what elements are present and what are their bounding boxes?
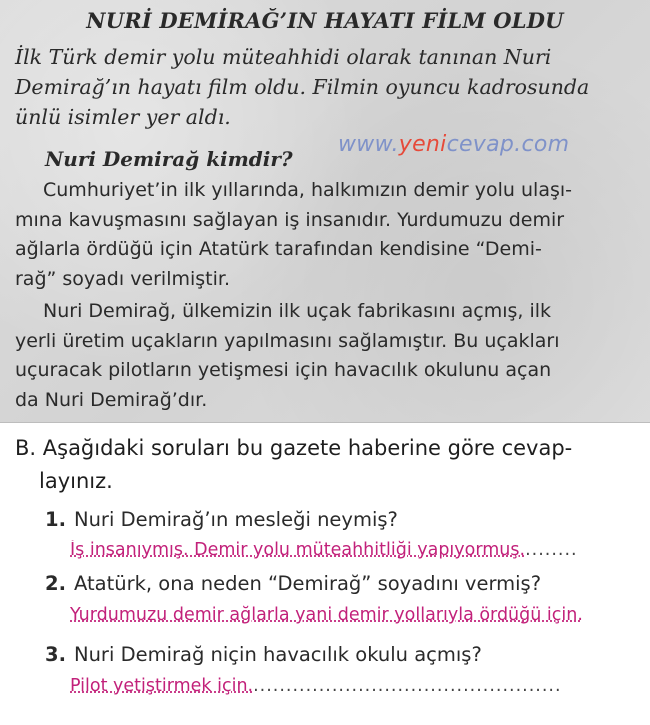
intro-line: İlk Türk demir yolu müteahhidi olarak tanınan Nuri (15, 45, 552, 69)
intro-line: ünlü isimler yer aldı. (15, 105, 231, 129)
answer-text: İş insanıymış. Demir yolu müteahhitliği yapıyormuş. (70, 540, 526, 560)
question-number: 3. (45, 643, 66, 666)
section-heading-line: B. Aşağıdaki soruları bu gazete haberine göre cevap- (15, 436, 573, 460)
answer-2 (70, 605, 630, 625)
article-paragraph-2 (15, 297, 640, 415)
question-1 (45, 508, 398, 531)
section-heading-line: layınız. (39, 469, 113, 493)
answer-3 (70, 676, 630, 696)
paragraph-line: Nuri Demirağ, ülkemizin ilk uçak fabrikasını açmış, ilk (43, 300, 552, 322)
answer-1 (70, 540, 630, 560)
paragraph-line: da Nuri Demirağ’dır. (15, 388, 208, 411)
question-number: 1. (45, 508, 66, 531)
question-2 (45, 572, 541, 595)
article-title: NURİ DEMİRAĞ’IN HAYATI FİLM OLDU (86, 8, 564, 33)
paragraph-line: ağlarla ördüğü için Atatürk tarafından kendisine “Demi- (15, 238, 542, 260)
answer-text: Yurdumuzu demir ağlarla yani demir yollarıyla ördüğü için. (70, 605, 583, 625)
paragraph-line: uçuracak pilotların yetişmesi için havacılık okulunu açan (15, 359, 552, 381)
question-3 (45, 643, 482, 666)
section-heading (15, 432, 572, 498)
watermark-text: www.yenicevap.com (338, 132, 570, 157)
answer-dots: ........ (525, 540, 578, 560)
article-paragraph-1 (15, 176, 640, 294)
paragraph-line: mına kavuşmasını sağlayan iş insanıdır. Yurdumuzu demir (15, 208, 565, 231)
answer-dots: ............................................... (253, 676, 562, 696)
intro-line: Demirağ’ın hayatı film oldu. Filmin oyuncu kadrosunda (15, 75, 590, 99)
paragraph-line: rağ” soyadı verilmiştir. (15, 267, 231, 290)
article-intro (15, 42, 637, 132)
paragraph-line: Cumhuriyet’in ilk yıllarında, halkımızın demir yolu ulaşı- (43, 179, 572, 201)
question-text: Nuri Demirağ niçin havacılık okulu açmış? (73, 643, 482, 666)
paragraph-line: yerli üretim uçakların yapılmasını sağlamıştır. Bu uçakları (15, 329, 560, 352)
watermark-highlight: yeni (398, 132, 447, 157)
question-text: Atatürk, ona neden “Demirağ” soyadını vermiş? (73, 572, 542, 595)
article-subheading: Nuri Demirağ kimdir? (45, 147, 293, 171)
answer-text: Pilot yetiştirmek için. (70, 676, 254, 696)
question-text: Nuri Demirağ’ın mesleği neymiş? (73, 508, 398, 531)
watermark (338, 132, 569, 157)
question-number: 2. (45, 572, 66, 595)
